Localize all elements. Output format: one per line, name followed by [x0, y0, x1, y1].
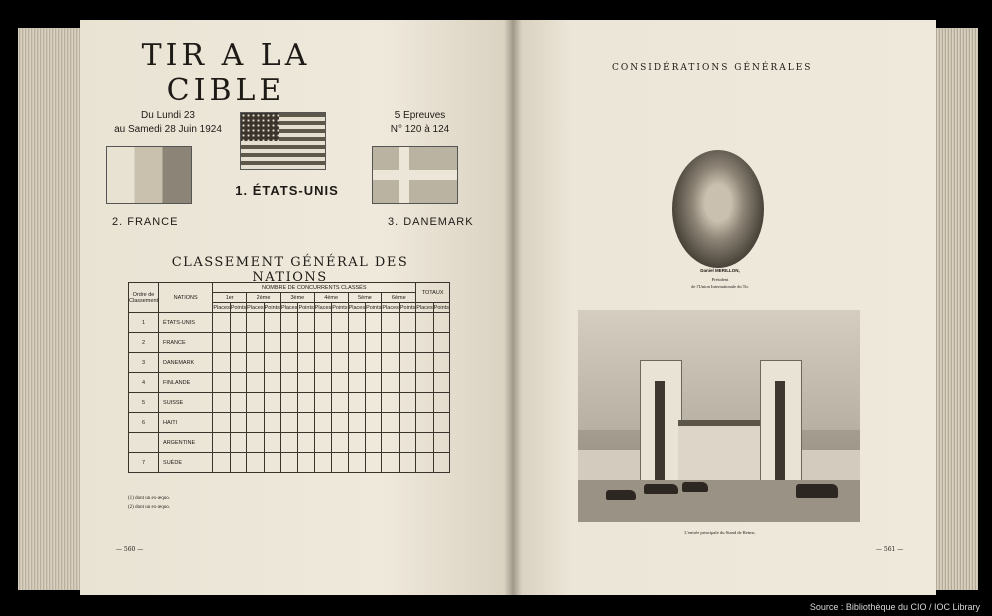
- sub-places: Places: [280, 304, 298, 311]
- page-edges-right: [932, 28, 978, 590]
- value-cell: [399, 393, 415, 413]
- sub-places: Places: [213, 304, 230, 311]
- sub-places: Places: [247, 304, 264, 311]
- sub-points: Points: [399, 304, 416, 311]
- value-cell: [247, 353, 265, 373]
- value-cell: [332, 373, 348, 393]
- value-cell: [332, 453, 348, 473]
- value-cell: [298, 333, 314, 353]
- value-cell: [247, 373, 265, 393]
- value-cell: [213, 453, 231, 473]
- value-cell: [416, 353, 434, 373]
- ranking-title: CLASSEMENT GÉNÉRAL DES NATIONS: [171, 255, 409, 285]
- value-cell: [213, 313, 231, 333]
- value-cell: [382, 413, 400, 433]
- flag-dk-caption: 3. DANEMARK: [388, 216, 474, 228]
- order-cell: 2: [129, 333, 159, 353]
- value-cell: [298, 353, 314, 373]
- stadium-photo: [578, 310, 860, 522]
- value-cell: [382, 313, 400, 333]
- value-cell: [348, 453, 366, 473]
- value-cell: [230, 413, 246, 433]
- nation-cell: ÉTATS-UNIS: [159, 313, 213, 333]
- value-cell: [230, 353, 246, 373]
- rank-header: 5ème: [348, 293, 382, 303]
- value-cell: [247, 313, 265, 333]
- order-cell: 5: [129, 393, 159, 413]
- value-cell: [213, 413, 231, 433]
- value-cell: [332, 433, 348, 453]
- source-credit: Source : Bibliothèque du CIO / IOC Library: [809, 602, 980, 612]
- value-cell: [314, 433, 332, 453]
- sub-places: Places: [348, 304, 366, 311]
- value-cell: [348, 353, 366, 373]
- right-page-number: — 561 —: [876, 546, 904, 553]
- value-cell: [433, 333, 449, 353]
- value-cell: [314, 453, 332, 473]
- value-cell: [348, 333, 366, 353]
- denmark-flag: [372, 146, 458, 204]
- portrait-role-1: Président: [711, 277, 729, 282]
- value-cell: [280, 373, 298, 393]
- value-cell: [264, 313, 280, 333]
- value-cell: [264, 433, 280, 453]
- value-cell: [416, 333, 434, 353]
- value-cell: [213, 433, 231, 453]
- value-cell: [314, 373, 332, 393]
- value-cell: [230, 313, 246, 333]
- book-gutter: [504, 20, 522, 595]
- order-cell: 3: [129, 353, 159, 373]
- value-cell: [247, 453, 265, 473]
- sub-points: Points: [230, 304, 247, 311]
- value-cell: [314, 393, 332, 413]
- sub-points: Points: [264, 304, 280, 311]
- value-cell: [348, 373, 366, 393]
- nation-cell: HAITI: [159, 413, 213, 433]
- value-cell: [382, 373, 400, 393]
- footnote-2: (2) dont un ex-æquo.: [128, 505, 170, 510]
- order-cell: 1: [129, 313, 159, 333]
- flag-fr-caption: 2. FRANCE: [112, 216, 179, 228]
- value-cell: [247, 413, 265, 433]
- value-cell: [366, 453, 382, 473]
- value-cell: [230, 453, 246, 473]
- nation-cell: ARGENTINE: [159, 433, 213, 453]
- value-cell: [366, 353, 382, 373]
- value-cell: [332, 413, 348, 433]
- value-cell: [213, 373, 231, 393]
- value-cell: [332, 313, 348, 333]
- value-cell: [314, 413, 332, 433]
- value-cell: [332, 353, 348, 373]
- value-cell: [416, 433, 434, 453]
- col-totals: TOTAUX: [416, 283, 450, 303]
- value-cell: [399, 313, 415, 333]
- value-cell: [230, 333, 246, 353]
- ranking-table: [128, 282, 450, 473]
- value-cell: [280, 433, 298, 453]
- page-title: TIR A LA CIBLE: [141, 38, 311, 108]
- value-cell: [247, 333, 265, 353]
- rank-header: 1er: [213, 293, 247, 303]
- value-cell: [416, 413, 434, 433]
- value-cell: [416, 453, 434, 473]
- france-flag: [106, 146, 192, 204]
- value-cell: [298, 433, 314, 453]
- value-cell: [382, 453, 400, 473]
- value-cell: [366, 373, 382, 393]
- value-cell: [433, 353, 449, 373]
- order-cell: 4: [129, 373, 159, 393]
- value-cell: [280, 413, 298, 433]
- value-cell: [298, 453, 314, 473]
- photo-caption: L'entrée principale du Stand de Reims.: [684, 530, 756, 535]
- flag-us-caption: 1. ÉTATS-UNIS: [235, 183, 339, 198]
- order-cell: 7: [129, 453, 159, 473]
- value-cell: [433, 433, 449, 453]
- value-cell: [399, 453, 415, 473]
- value-cell: [314, 313, 332, 333]
- rank-header: 2ème: [247, 293, 281, 303]
- value-cell: [298, 373, 314, 393]
- sub-places: Places: [416, 304, 433, 311]
- value-cell: [264, 393, 280, 413]
- value-cell: [433, 413, 449, 433]
- value-cell: [213, 393, 231, 413]
- nation-cell: SUISSE: [159, 393, 213, 413]
- sub-points: Points: [366, 304, 382, 311]
- value-cell: [264, 413, 280, 433]
- col-order: Ordre de Classement: [129, 283, 159, 313]
- portrait-role-2: de l'Union Internationale du Tir.: [691, 284, 749, 289]
- value-cell: [399, 333, 415, 353]
- table-row: [129, 333, 450, 353]
- value-cell: [433, 373, 449, 393]
- value-cell: [433, 393, 449, 413]
- rank-header: 3ème: [280, 293, 314, 303]
- value-cell: [280, 353, 298, 373]
- usa-flag: [240, 112, 326, 170]
- value-cell: [264, 373, 280, 393]
- value-cell: [366, 313, 382, 333]
- value-cell: [399, 433, 415, 453]
- value-cell: [382, 433, 400, 453]
- value-cell: [314, 333, 332, 353]
- sub-points: Points: [433, 304, 449, 311]
- sub-points: Points: [298, 304, 314, 311]
- rank-header: 4ème: [314, 293, 348, 303]
- sub-points: Points: [332, 304, 348, 311]
- events-line-1: 5 Epreuves: [394, 110, 446, 121]
- table-row: [129, 313, 450, 333]
- value-cell: [280, 453, 298, 473]
- value-cell: [366, 393, 382, 413]
- sub-places: Places: [314, 304, 332, 311]
- value-cell: [399, 373, 415, 393]
- value-cell: [416, 373, 434, 393]
- value-cell: [416, 393, 434, 413]
- nation-cell: FRANCE: [159, 333, 213, 353]
- value-cell: [399, 413, 415, 433]
- value-cell: [399, 353, 415, 373]
- value-cell: [416, 313, 434, 333]
- value-cell: [280, 333, 298, 353]
- table-row: [129, 433, 450, 453]
- portrait-name: Daniel MERILLON,: [700, 268, 740, 273]
- value-cell: [298, 393, 314, 413]
- value-cell: [314, 353, 332, 373]
- table-row: [129, 373, 450, 393]
- value-cell: [213, 353, 231, 373]
- rank-header: 6ème: [382, 293, 416, 303]
- col-group: NOMBRE DE CONCURRENTS CLASSÉS: [213, 283, 416, 293]
- value-cell: [213, 333, 231, 353]
- nation-cell: DANEMARK: [159, 353, 213, 373]
- value-cell: [348, 413, 366, 433]
- value-cell: [366, 433, 382, 453]
- value-cell: [247, 433, 265, 453]
- order-cell: 6: [129, 413, 159, 433]
- value-cell: [348, 433, 366, 453]
- nation-cell: FINLANDE: [159, 373, 213, 393]
- value-cell: [332, 333, 348, 353]
- table-row: [129, 353, 450, 373]
- dates-line-1: Du Lundi 23: [141, 110, 195, 121]
- events-line-2: N° 120 à 124: [390, 124, 450, 135]
- value-cell: [264, 453, 280, 473]
- value-cell: [280, 313, 298, 333]
- value-cell: [298, 313, 314, 333]
- value-cell: [280, 393, 298, 413]
- sub-places: Places: [382, 304, 399, 311]
- value-cell: [433, 453, 449, 473]
- footnote-1: (1) dont un ex-æquo.: [128, 496, 170, 501]
- table-row: [129, 393, 450, 413]
- col-nations: NATIONS: [159, 283, 213, 313]
- table-row: [129, 453, 450, 473]
- value-cell: [247, 393, 265, 413]
- dates-line-2: au Samedi 28 Juin 1924: [114, 124, 222, 135]
- value-cell: [264, 333, 280, 353]
- value-cell: [298, 413, 314, 433]
- portrait-photo: [672, 150, 764, 268]
- value-cell: [382, 353, 400, 373]
- value-cell: [382, 393, 400, 413]
- value-cell: [230, 393, 246, 413]
- value-cell: [366, 413, 382, 433]
- value-cell: [230, 373, 246, 393]
- value-cell: [348, 393, 366, 413]
- value-cell: [348, 313, 366, 333]
- value-cell: [264, 353, 280, 373]
- text-column-1: [540, 100, 658, 108]
- nation-cell: SUÈDE: [159, 453, 213, 473]
- left-page-number: — 560 —: [116, 546, 144, 553]
- value-cell: [382, 333, 400, 353]
- right-heading: CONSIDÉRATIONS GÉNÉRALES: [612, 63, 813, 73]
- value-cell: [366, 333, 382, 353]
- value-cell: [230, 433, 246, 453]
- order-cell: [129, 433, 159, 453]
- value-cell: [433, 313, 449, 333]
- value-cell: [332, 393, 348, 413]
- table-row: [129, 413, 450, 433]
